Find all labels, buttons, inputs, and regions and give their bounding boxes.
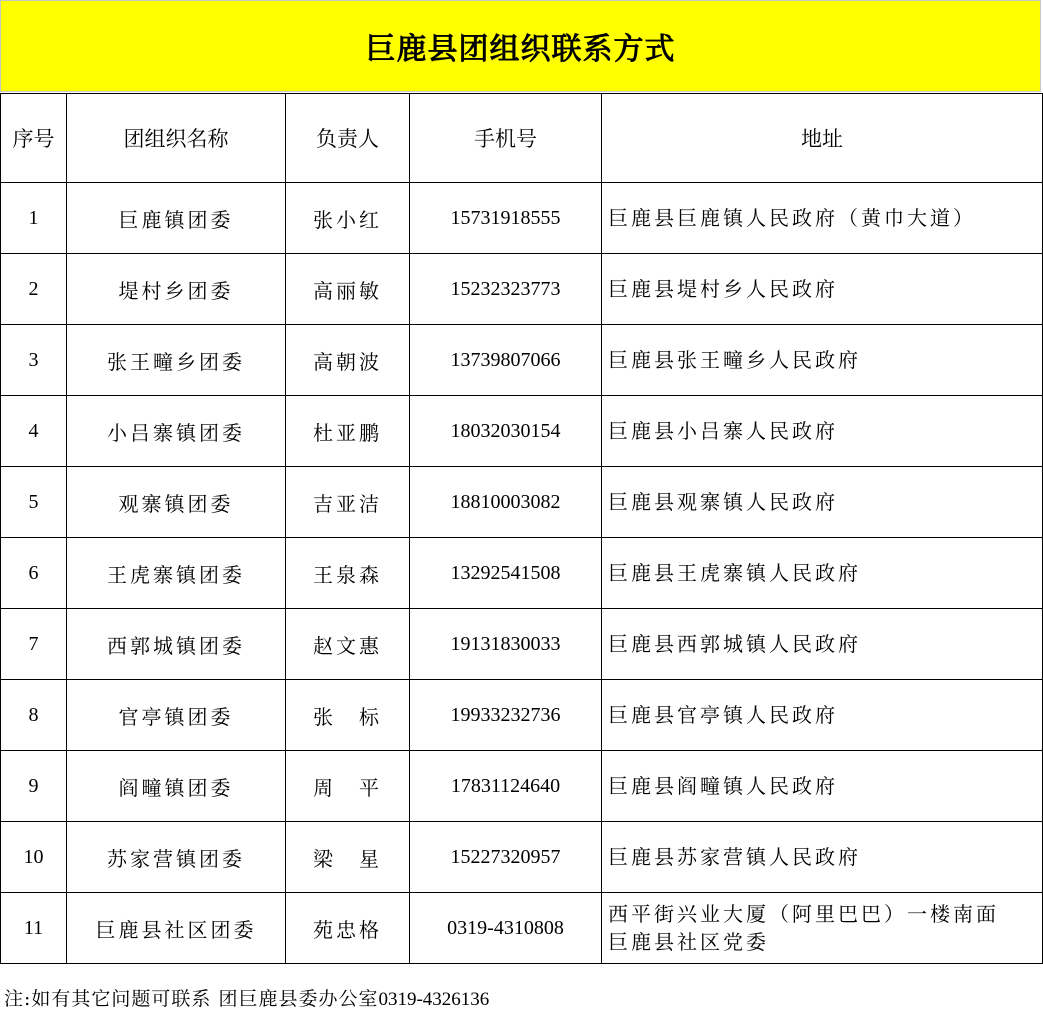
table-row — [1, 183, 1043, 254]
row-phone: 18032030154 — [410, 396, 602, 467]
row-phone: 17831124640 — [410, 751, 602, 822]
row-phone: 15731918555 — [410, 183, 602, 254]
row-address: 巨鹿县小吕寨人民政府 — [602, 396, 1043, 467]
row-address-line1: 西平街兴业大厦（阿里巴巴）一楼南面 — [608, 902, 999, 926]
row-org: 小吕寨镇团委 — [67, 396, 286, 467]
header-person: 负责人 — [286, 94, 410, 183]
page-title: 巨鹿县团组织联系方式 — [365, 32, 676, 67]
row-org: 王虎寨镇团委 — [67, 538, 286, 609]
row-address: 巨鹿县堤村乡人民政府 — [602, 254, 1043, 325]
row-person: 周 平 — [286, 751, 410, 822]
row-address-line2: 巨鹿县社区党委 — [608, 930, 769, 954]
row-address: 巨鹿县观寨镇人民政府 — [602, 467, 1043, 538]
row-phone: 19131830033 — [410, 609, 602, 680]
row-index: 3 — [1, 325, 67, 396]
row-address: 巨鹿县阎疃镇人民政府 — [602, 751, 1043, 822]
header-phone: 手机号 — [410, 94, 602, 183]
table-row — [1, 396, 1043, 467]
table-row — [1, 822, 1043, 893]
note-text: 注:如有其它问题可联系 团巨鹿县委办公室 — [4, 988, 379, 1010]
row-org: 阎疃镇团委 — [67, 751, 286, 822]
table-row — [1, 609, 1043, 680]
row-address: 巨鹿县苏家营镇人民政府 — [602, 822, 1043, 893]
row-phone: 18810003082 — [410, 467, 602, 538]
row-person: 杜亚鹏 — [286, 396, 410, 467]
row-org: 苏家营镇团委 — [67, 822, 286, 893]
footer-note — [4, 984, 489, 1011]
row-address: 巨鹿县王虎寨镇人民政府 — [602, 538, 1043, 609]
row-person: 王泉森 — [286, 538, 410, 609]
row-person: 赵文惠 — [286, 609, 410, 680]
row-index: 2 — [1, 254, 67, 325]
row-org: 官亭镇团委 — [67, 680, 286, 751]
row-org: 巨鹿县社区团委 — [67, 893, 286, 964]
table-row — [1, 680, 1043, 751]
row-org: 堤村乡团委 — [67, 254, 286, 325]
table-row — [1, 325, 1043, 396]
row-phone: 13739807066 — [410, 325, 602, 396]
row-index: 7 — [1, 609, 67, 680]
row-index: 9 — [1, 751, 67, 822]
table-row — [1, 893, 1043, 964]
header-row — [1, 94, 1043, 183]
row-phone: 0319-4310808 — [410, 893, 602, 964]
row-person: 高丽敏 — [286, 254, 410, 325]
row-index: 11 — [1, 893, 67, 964]
table-row — [1, 467, 1043, 538]
row-index: 5 — [1, 467, 67, 538]
row-address — [602, 893, 1043, 964]
row-person: 高朝波 — [286, 325, 410, 396]
contacts-table — [0, 93, 1043, 964]
row-person: 苑忠格 — [286, 893, 410, 964]
header-address: 地址 — [602, 94, 1043, 183]
row-person: 吉亚洁 — [286, 467, 410, 538]
row-org: 张王疃乡团委 — [67, 325, 286, 396]
row-person: 梁 星 — [286, 822, 410, 893]
row-phone: 13292541508 — [410, 538, 602, 609]
row-org: 巨鹿镇团委 — [67, 183, 286, 254]
note-phone: 0319-4326136 — [378, 989, 490, 1010]
table-row — [1, 538, 1043, 609]
row-address: 巨鹿县西郭城镇人民政府 — [602, 609, 1043, 680]
row-address: 巨鹿县巨鹿镇人民政府（黄巾大道） — [602, 183, 1043, 254]
row-index: 6 — [1, 538, 67, 609]
row-address: 巨鹿县张王疃乡人民政府 — [602, 325, 1043, 396]
row-index: 1 — [1, 183, 67, 254]
table-row — [1, 254, 1043, 325]
header-org: 团组织名称 — [67, 94, 286, 183]
row-index: 8 — [1, 680, 67, 751]
row-phone: 19933232736 — [410, 680, 602, 751]
table-row — [1, 751, 1043, 822]
row-index: 4 — [1, 396, 67, 467]
row-phone: 15227320957 — [410, 822, 602, 893]
header-index: 序号 — [1, 94, 67, 183]
title-banner — [0, 0, 1041, 92]
row-person: 张小红 — [286, 183, 410, 254]
row-index: 10 — [1, 822, 67, 893]
row-person: 张 标 — [286, 680, 410, 751]
row-org: 观寨镇团委 — [67, 467, 286, 538]
row-phone: 15232323773 — [410, 254, 602, 325]
row-org: 西郭城镇团委 — [67, 609, 286, 680]
row-address: 巨鹿县官亭镇人民政府 — [602, 680, 1043, 751]
